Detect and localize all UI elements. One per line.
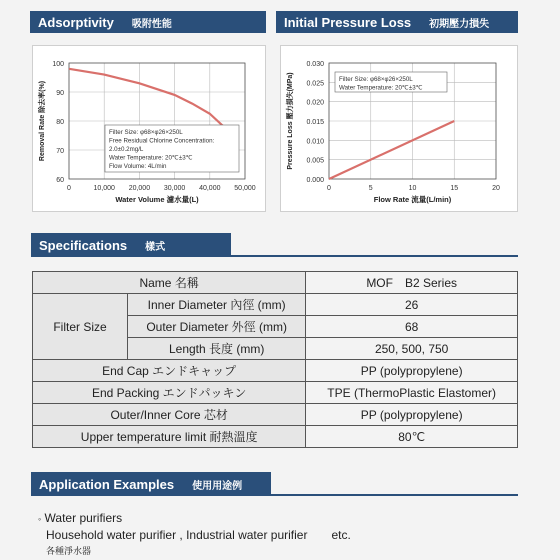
x-tick-label: 5	[368, 185, 373, 192]
length-label: Length 長度 (mm)	[128, 338, 306, 360]
end-cap-label: End Cap エンドキャップ	[33, 360, 306, 382]
x-tick-label: 40,000	[199, 185, 221, 192]
y-tick-label: 0.015	[306, 119, 324, 126]
adsorptivity-chart	[33, 46, 265, 211]
y-tick-label: 100	[52, 61, 64, 68]
adsorptivity-header	[30, 11, 266, 33]
outer-diameter-label: Outer Diameter 外徑 (mm)	[128, 316, 306, 338]
adsorptivity-title-jp: 吸附性能	[131, 18, 172, 30]
legend-text: Water Temperature: 20℃±3℃	[339, 84, 423, 92]
temperature-value: 80℃	[306, 426, 518, 448]
legend-text: Filter Size: φ68×φ26×250L	[339, 76, 413, 83]
core-value: PP (polypropylene)	[306, 404, 518, 426]
x-tick-label: 30,000	[163, 185, 186, 192]
outer-diameter-value: 68	[306, 316, 518, 338]
end-packing-label: End Packing エンドパッキン	[33, 382, 306, 404]
applications-list	[38, 510, 351, 559]
adsorptivity-title: Adsorptivity	[38, 14, 114, 30]
legend-text: Free Residual Chlorine Concentration:	[109, 137, 215, 145]
application-item: Water purifiers	[44, 511, 123, 525]
specs-title: Specifications	[39, 237, 128, 253]
temperature-label: Upper temperature limit 耐熱溫度	[33, 426, 306, 448]
y-tick-label: 80	[56, 119, 64, 126]
applications-header-rule	[271, 494, 518, 496]
y-axis-label: Pressure Loss 壓力損失(MPa)	[287, 72, 294, 170]
legend-text: Water Temperature: 20℃±3℃	[109, 154, 193, 162]
x-tick-label: 20,000	[128, 185, 151, 192]
x-tick-label: 20	[492, 185, 500, 192]
x-tick-label: 10	[408, 185, 417, 192]
table-row	[33, 404, 518, 426]
y-axis-label: Removal Rate 除去率(%)	[39, 80, 46, 162]
x-tick-label: 0	[67, 185, 71, 192]
y-tick-label: 0.000	[306, 177, 324, 184]
specs-header	[31, 233, 231, 257]
inner-diameter-value: 26	[306, 294, 518, 316]
application-detail-jp: 各種淨水器	[46, 546, 92, 556]
legend-text: Flow Volume: 4L/min	[109, 163, 167, 170]
y-tick-label: 90	[56, 90, 64, 97]
name-value: MOF B2 Series	[306, 272, 518, 294]
y-tick-label: 0.025	[306, 80, 324, 88]
y-tick-label: 0.005	[306, 157, 324, 165]
core-label: Outer/Inner Core 芯材	[33, 404, 306, 426]
legend-text: Filter Size: φ68×φ26×250L	[109, 129, 183, 136]
table-row	[33, 426, 518, 448]
filter-size-label: Filter Size	[33, 294, 128, 360]
pressure-header	[276, 11, 518, 33]
specs-header-rule	[231, 255, 518, 257]
pressure-title: Initial Pressure Loss	[284, 14, 412, 30]
series-line	[69, 69, 224, 127]
length-value: 250, 500, 750	[306, 338, 518, 360]
specs-table	[32, 271, 518, 448]
application-detail: Household water purifier , Industrial water purifier etc.	[46, 528, 351, 542]
pressure-panel	[280, 45, 518, 212]
x-axis-label: Water Volume 濾水量(L)	[115, 195, 199, 204]
end-cap-value: PP (polypropylene)	[306, 360, 518, 382]
table-row	[33, 360, 518, 382]
applications-title: Application Examples	[39, 476, 175, 492]
pressure-title-jp: 初期壓力損失	[429, 18, 490, 30]
x-tick-label: 10,000	[93, 185, 115, 192]
pressure-chart	[281, 46, 517, 211]
table-row	[33, 382, 518, 404]
bullet-icon: ◦	[38, 514, 42, 524]
x-tick-label: 15	[450, 185, 459, 192]
name-label: Name 名稱	[33, 272, 306, 294]
table-row	[33, 294, 518, 316]
series-line	[329, 121, 454, 179]
y-tick-label: 70	[56, 148, 64, 155]
y-tick-label: 60	[56, 177, 64, 184]
list-item	[38, 510, 351, 527]
inner-diameter-label: Inner Diameter 內徑 (mm)	[128, 294, 306, 316]
specs-title-jp: 樣式	[145, 241, 166, 253]
applications-title-jp: 使用用途例	[192, 480, 243, 492]
y-tick-label: 0.030	[306, 61, 324, 68]
legend-text: 2.0±0.2mg/L	[109, 146, 144, 153]
x-tick-label: 50,000	[234, 185, 256, 192]
applications-header	[31, 472, 271, 496]
y-tick-label: 0.020	[306, 99, 324, 107]
end-packing-value: TPE (ThermoPlastic Elastomer)	[306, 382, 518, 404]
x-tick-label: 0	[327, 185, 331, 192]
adsorptivity-panel	[32, 45, 266, 212]
table-row	[33, 272, 518, 294]
x-axis-label: Flow Rate 流量(L/min)	[373, 195, 452, 204]
y-tick-label: 0.010	[306, 138, 324, 146]
